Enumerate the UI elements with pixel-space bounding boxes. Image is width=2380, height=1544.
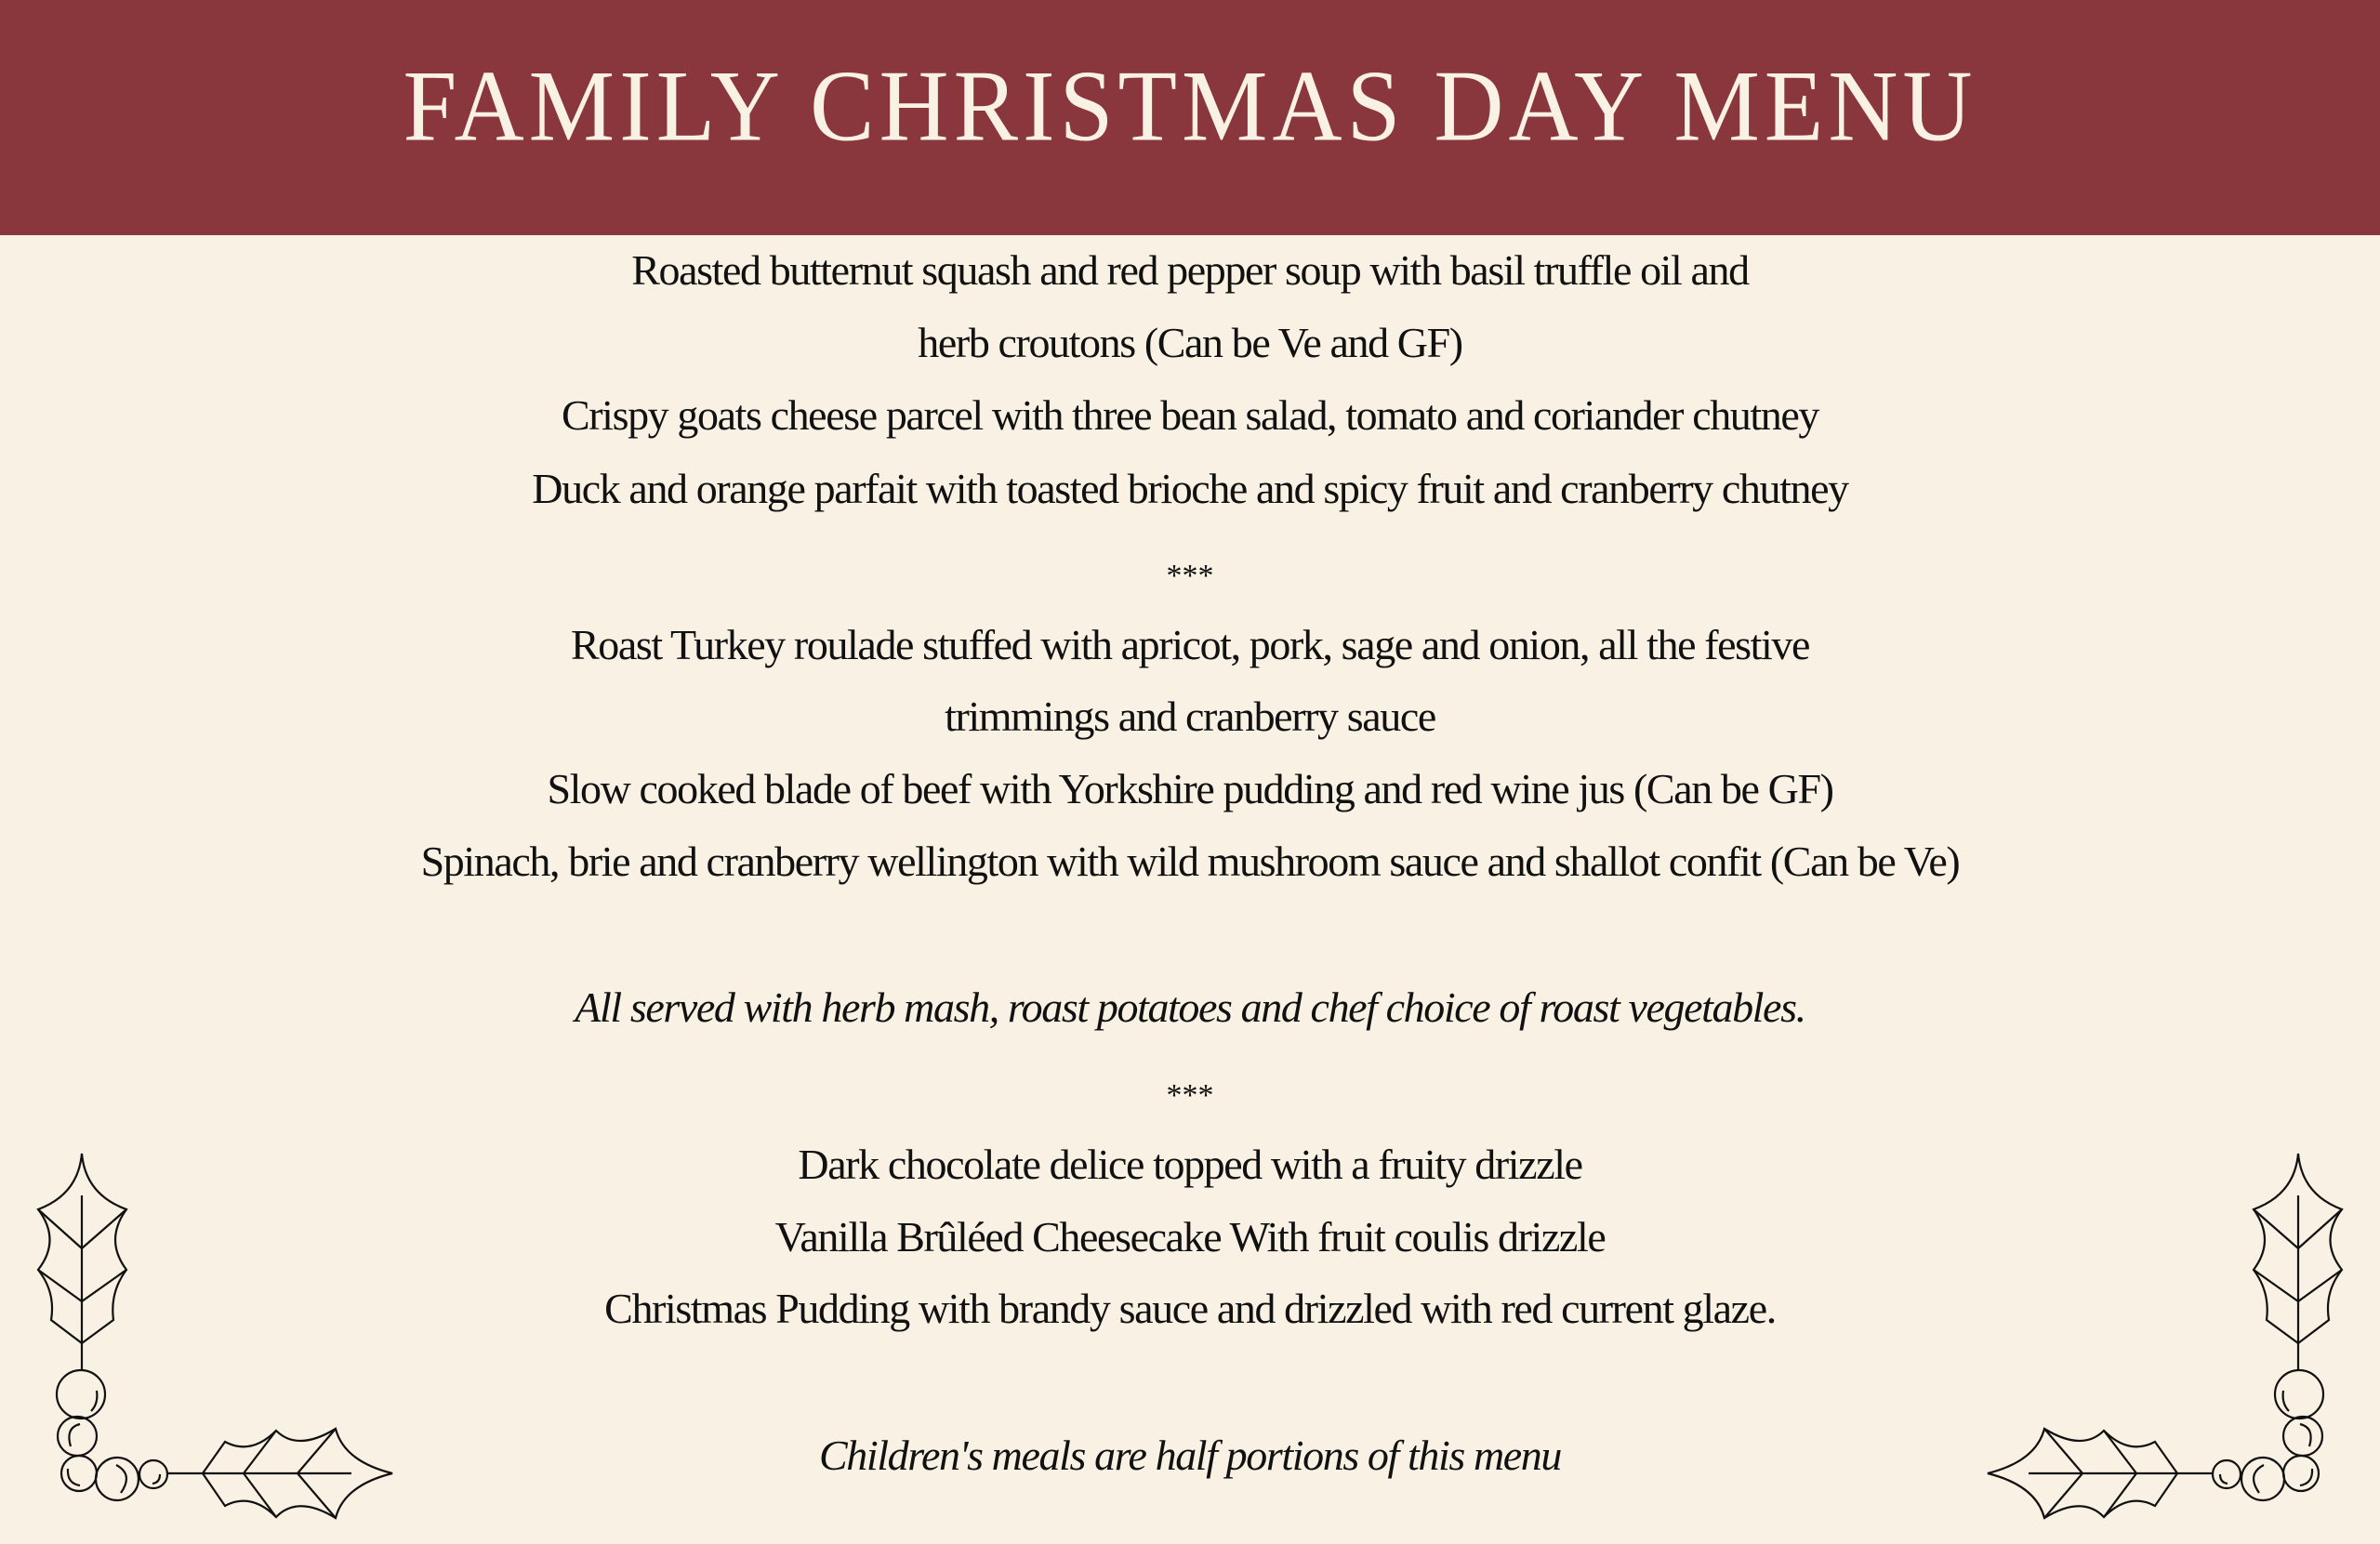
main-item: trimmings and cranberry sauce	[945, 693, 1435, 740]
dessert-item: Vanilla Brûléed Cheesecake With fruit coulis drizzle	[774, 1213, 1606, 1260]
children-note: Children's meals are half portions of this menu	[818, 1432, 1562, 1479]
starter-item: Crispy goats cheese parcel with three bean salad, tomato and coriander chutney	[561, 391, 1819, 439]
mains-note: All served with herb mash, roast potatoes and chef choice of roast vegetables.	[575, 983, 1805, 1031]
holly-icon	[0, 1115, 418, 1539]
course-separator: ***	[1166, 559, 1214, 593]
page-title: FAMILY CHRISTMAS DAY MENU	[403, 50, 1977, 163]
starter-item: Roasted butternut squash and red pepper soup with basil truffle oil and	[631, 246, 1749, 294]
main-item: Slow cooked blade of beef with Yorkshire pudding and red wine jus (Can be GF)	[547, 765, 1833, 812]
header-banner	[0, 0, 2380, 235]
holly-icon	[1962, 1115, 2380, 1539]
course-separator: ***	[1166, 1078, 1214, 1113]
main-item: Spinach, brie and cranberry wellington with wild mushroom sauce and shallot confit (Can be Ve)	[420, 838, 1960, 885]
dessert-item: Dark chocolate delice topped with a fruity drizzle	[798, 1141, 1582, 1188]
main-item: Roast Turkey roulade stuffed with apricot, pork, sage and onion, all the festive	[570, 621, 1810, 668]
starter-item: Duck and orange parfait with toasted brioche and spicy fruit and cranberry chutney	[532, 465, 1848, 512]
dessert-item: Christmas Pudding with brandy sauce and drizzled with red current glaze.	[604, 1285, 1776, 1332]
starter-item: herb croutons (Can be Ve and GF)	[918, 319, 1462, 366]
